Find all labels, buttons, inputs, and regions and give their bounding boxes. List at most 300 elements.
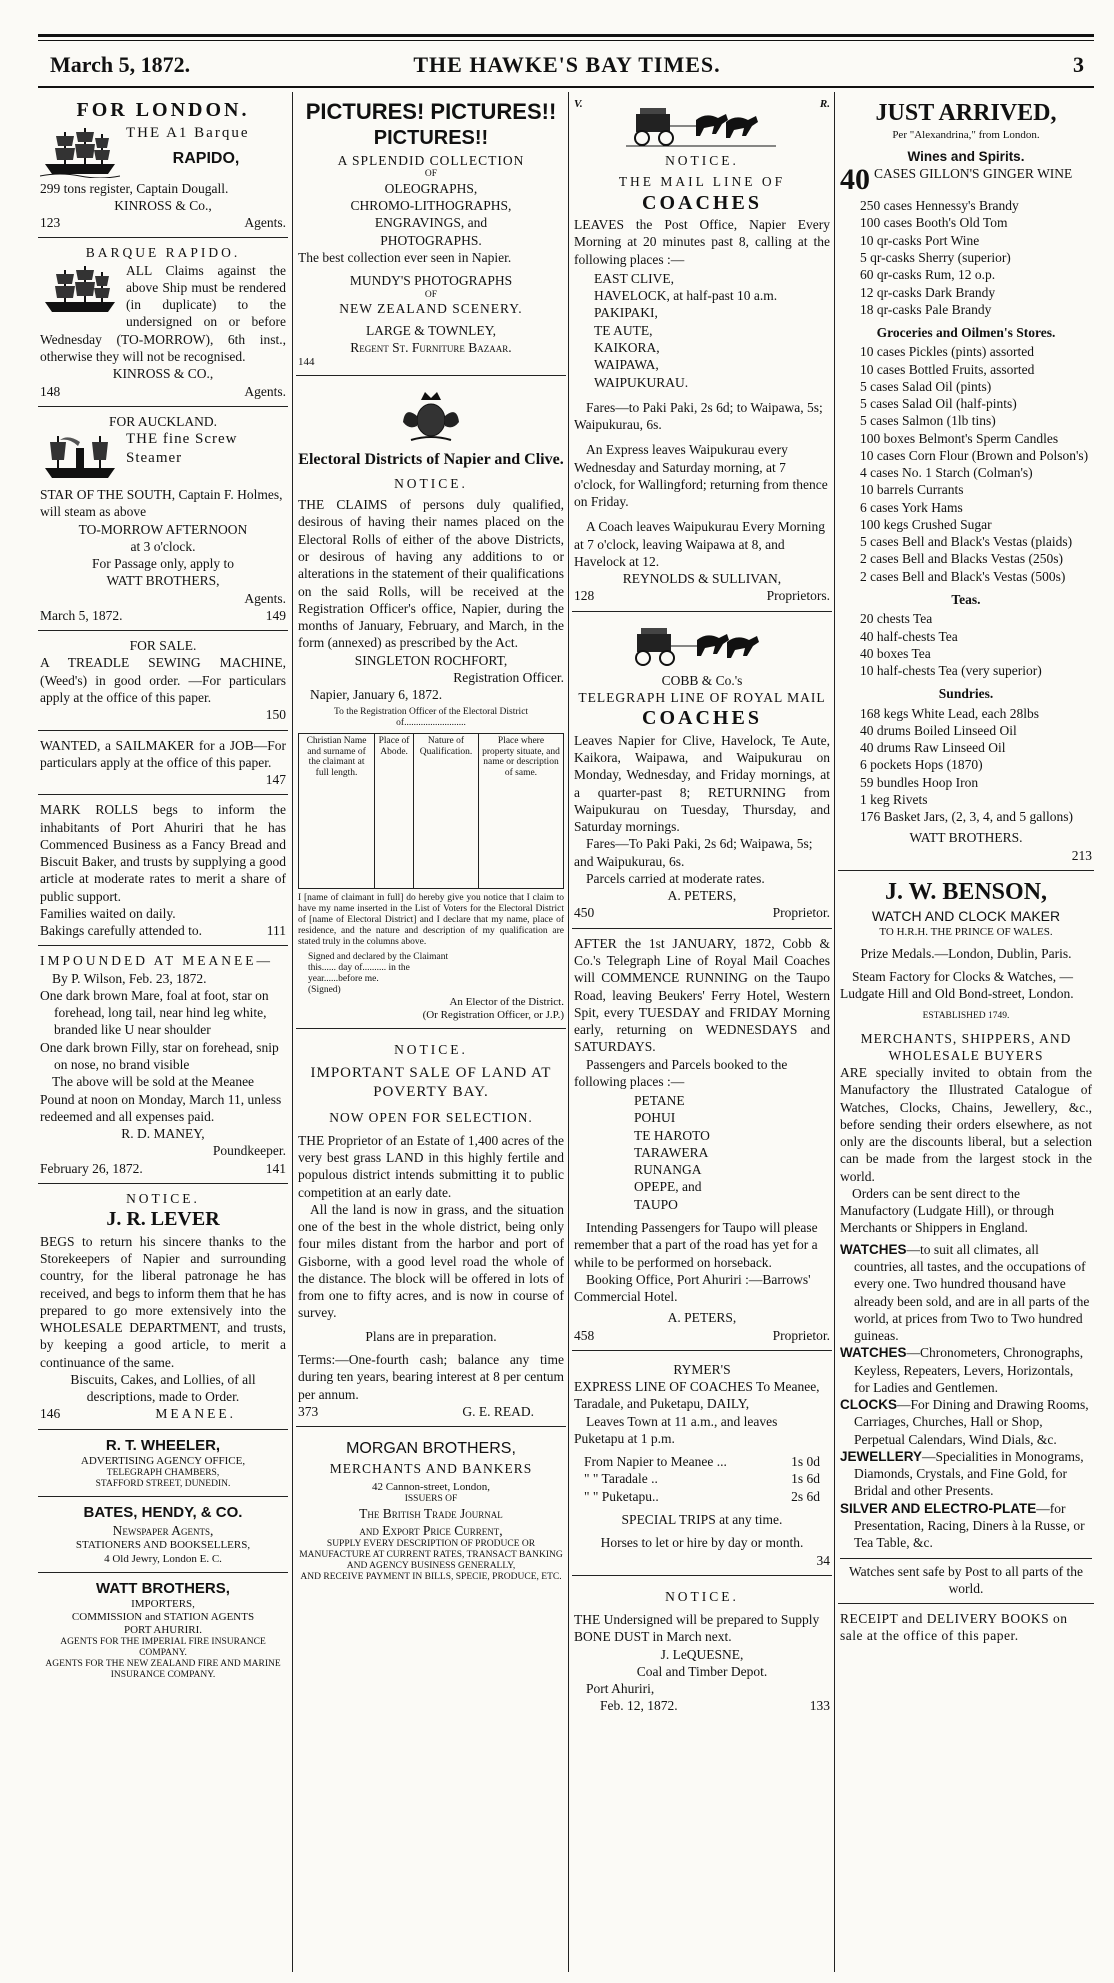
advertiser-name: WATT BROTHERS, xyxy=(96,1579,230,1597)
ad-line: MUNDY'S PHOTOGRAPHS xyxy=(349,273,513,289)
ad-line: Passengers and Parcels booked to the following places :— xyxy=(574,1056,788,1089)
ad-line: V. xyxy=(574,98,583,110)
ad-line: COMMISSION and STATION AGENTS xyxy=(71,1611,255,1624)
ad-land-sale xyxy=(296,1029,566,1427)
ad-heading: COACHES xyxy=(642,191,762,214)
ad-heading: PICTURES!! xyxy=(373,127,489,150)
steamer-icon xyxy=(40,430,120,484)
ad-line: Booking Office, Port Ahuriri :—Barrows' Commercial Hotel. xyxy=(574,1271,811,1305)
list-item: 10 cases Corn Flour (Brown and Polson's) xyxy=(860,447,1089,463)
list-item: 100 boxes Belmont's Sperm Candles xyxy=(860,430,1059,446)
list-item: PETANE xyxy=(634,1093,685,1109)
ad-for-sale xyxy=(38,631,288,730)
ad-pictures xyxy=(296,92,566,376)
ad-number: 146 xyxy=(40,1406,61,1422)
ad-line: Plans are in preparation. xyxy=(365,1328,497,1344)
item-label: JEWELLERY xyxy=(840,1448,923,1464)
section-heading: Wines and Spirits. xyxy=(907,148,1025,164)
ad-line: THE fine Screw Steamer xyxy=(126,431,238,467)
list-item: 10 qr-casks Port Wine xyxy=(860,232,980,248)
section-heading: Sundries. xyxy=(938,686,994,702)
claim-form-table xyxy=(298,733,564,889)
ad-heading: JUST ARRIVED, xyxy=(875,100,1057,126)
column-divider xyxy=(834,92,835,1972)
stock-list xyxy=(860,610,1092,679)
ad-line: IMPORTERS, xyxy=(131,1597,195,1610)
list-item: WAIPAWA, xyxy=(594,357,659,373)
ad-body: WANTED, a SAILMAKER for a JOB—For particulars apply at the office of this paper. xyxy=(40,737,286,770)
list-item: TARAWERA xyxy=(634,1144,709,1160)
list-item: 10 half-chests Tea (very superior) xyxy=(860,663,1042,679)
ad-heading: NOTICE. xyxy=(126,1190,200,1206)
ad-body: A Coach leaves Waipukurau Every Morning at 7 o'clock, leaving Waipawa at 8, and Havelock at 12. xyxy=(574,519,825,569)
ad-body: The above will be sold at the Meanee Pound at noon on Monday, March 11, unless redeemed and all expenses paid. xyxy=(40,1074,282,1124)
item-text: —Specialities in Monograms, Diamonds, Crystals, and Fine Gold, for Bridal and other Presents. xyxy=(854,1448,1084,1499)
form-column-header: Christian Name and surname of the claimant at full length. xyxy=(299,734,375,889)
table-row xyxy=(584,1470,820,1487)
ad-number: 450 xyxy=(574,905,595,921)
ad-body: EXPRESS LINE OF COACHES To Meanee, Taradale, and Puketapu, DAILY, xyxy=(574,1379,820,1412)
ad-number: 149 xyxy=(265,607,286,623)
fare-price: 2s 6d xyxy=(791,1488,820,1504)
list-item: 100 cases Booth's Old Tom xyxy=(860,215,1008,231)
ad-line: Newspaper Agents, xyxy=(112,1523,214,1539)
item-text: —for Presentation, Racing, Diners à la Russe, or Tea Table, &c. xyxy=(854,1500,1085,1551)
ad-footer xyxy=(298,1403,564,1420)
ad-line: 299 tons register, Captain Dougall. xyxy=(40,180,229,196)
fare-price: 1s 6d xyxy=(791,1471,820,1487)
ad-line: Proprietor. xyxy=(772,905,830,921)
ad-line: ESTABLISHED 1749. xyxy=(922,1010,1010,1021)
ship-name: RAPIDO, xyxy=(172,149,240,167)
item-label: WATCHES xyxy=(840,1241,907,1257)
ad-line: Fares—To Paki Paki, 2s 6d; Waipawa, 5s; and Waipukurau, 6s. xyxy=(574,836,813,869)
ad-body: Terms:—One-fourth cash; balance any time during ten years, bearing interest at 8 per centum per annum. xyxy=(298,1351,564,1402)
ad-electoral xyxy=(296,376,566,1028)
stock-list xyxy=(860,705,1092,826)
item-label: WATCHES xyxy=(840,1345,907,1361)
list-item: 1 keg Rivets xyxy=(860,791,928,807)
ad-line: By P. Wilson, Feb. 23, 1872. xyxy=(52,970,207,986)
signature: A. PETERS, xyxy=(667,888,737,904)
ad-number: 150 xyxy=(265,707,286,723)
ad-number: 34 xyxy=(816,1552,830,1568)
ad-cobb-coaches xyxy=(572,612,832,929)
ad-footer xyxy=(40,214,286,231)
ad-line: Bakings carefully attended to. xyxy=(40,923,202,939)
signature: A. PETERS, xyxy=(667,1310,737,1326)
column-2 xyxy=(296,92,566,1972)
advertiser-name: J. R. LEVER xyxy=(106,1208,220,1231)
list-item: 59 bundles Hoop Iron xyxy=(860,774,979,790)
list-item: EAST CLIVE, xyxy=(594,270,674,286)
ad-watt-brothers xyxy=(38,1573,288,1687)
ad-body: A TREADLE SEWING MACHINE, (Weed's) in good order. —For particulars apply at the office of this paper. xyxy=(40,655,286,705)
list-item: TE AUTE, xyxy=(594,322,653,338)
list-item: 10 barrels Currants xyxy=(860,482,964,498)
newspaper-title: THE HAWKE'S BAY TIMES. xyxy=(413,52,721,77)
ad-line: Per "Alexandrina," from London. xyxy=(892,128,1040,141)
ad-heading: IMPORTANT SALE OF LAND AT POVERTY BAY. xyxy=(310,1065,552,1101)
ad-impounded xyxy=(38,946,288,1183)
ad-line: Horses to let or hire by day or month. xyxy=(600,1535,804,1551)
ad-body: BEGS to return his sincere thanks to the Storekeepers of Napier and surrounding country, for the liberal patronage he has received, and begs to inform them that he has prepared to go more extensively into the WHOLESALE DEPARTMENT, and trusts, by keeping a good article, to merit a continuance of the same. xyxy=(40,1233,286,1370)
ad-heading: MERCHANTS, SHIPPERS, AND WHOLESALE BUYERS xyxy=(860,1030,1072,1063)
ad-line: Registration Officer. xyxy=(453,669,564,685)
ad-date: February 26, 1872. xyxy=(40,1160,143,1176)
list-item: 5 cases Salad Oil (pints) xyxy=(860,378,992,394)
ad-heading: NOTICE. xyxy=(394,475,468,491)
ad-number: 144 xyxy=(298,356,315,369)
ad-body: LEAVES the Post Office, Napier Every Morning at 20 minutes past 8, calling at the following places :— xyxy=(574,217,830,267)
item-text: —to suit all climates, all countries, all tastes, and the occupations of every one. Two hundred thousand have already been sold, and are in all parts of the world, at prices from Two to Two hundred guineas. xyxy=(854,1241,1090,1344)
ad-heading: FOR SALE. xyxy=(129,638,197,654)
stop-list xyxy=(594,270,830,391)
ad-body: THE CLAIMS of persons duly qualified, desirous of having their names placed on the Electoral Rolls of either of the above Districts, or desirous of having any additions to or alterations in the statement of their qualifications on the said Rolls, will be received at the Registration Officer's office, Napier, during the months of January, February, and March, in the form (annexed) as prescribed by the Act. xyxy=(298,497,564,651)
fare-route: " " Taradale .. xyxy=(584,1471,658,1487)
ad-line: PHOTOGRAPHS. xyxy=(380,232,482,248)
form-column-header: Place of Abode. xyxy=(375,734,414,889)
ad-mail-coaches xyxy=(572,92,832,612)
list-item: OPEPE, and xyxy=(634,1179,702,1195)
benson-item xyxy=(840,1500,1092,1552)
list-item: 168 kegs White Lead, each 28lbs xyxy=(860,705,1039,721)
advertiser-name: R. T. WHEELER, xyxy=(105,1436,221,1454)
list-item: 6 cases York Hams xyxy=(860,499,963,515)
list-item: 250 cases Hennessy's Brandy xyxy=(860,198,1019,214)
ad-number: 141 xyxy=(265,1160,286,1176)
ad-number: 373 xyxy=(298,1403,319,1419)
ad-heading: THE MAIL LINE OF xyxy=(618,174,786,190)
ad-body: RECEIPT and DELIVERY BOOKS on sale at the office of this paper. xyxy=(840,1611,1068,1644)
ad-line: 4 Old Jewry, London E. C. xyxy=(104,1552,222,1565)
ad-line: The best collection ever seen in Napier. xyxy=(298,250,512,265)
list-item: HAVELOCK, at half-past 10 a.m. xyxy=(594,288,778,304)
list-item: TE HAROTO xyxy=(634,1127,710,1143)
ad-line: A SPLENDID COLLECTION xyxy=(337,152,525,168)
benson-item xyxy=(840,1448,1092,1500)
advertiser-name: BATES, HENDY, & CO. xyxy=(83,1503,243,1521)
ad-heading: NOTICE. xyxy=(665,153,739,168)
coach-illustration-row xyxy=(574,98,830,152)
ad-heading: NOTICE. xyxy=(665,1588,739,1604)
list-item: 2 cases Bell and Black's Vestas (500s) xyxy=(860,568,1066,584)
item-text: —For Dining and Drawing Rooms, Carriages, Churches, Hall or Shop, Perpetual Calendars, Wind Dials, &c. xyxy=(854,1397,1089,1447)
signature: WATT BROTHERS. xyxy=(909,830,1023,846)
benson-item xyxy=(840,1396,1092,1448)
ad-line: SUPPLY EVERY DESCRIPTION OF PRODUCE OR MANUFACTURE AT CURRENT RATES, TRANSACT BANKING AND AGENCY BUSINESS GENERALLY, xyxy=(299,1539,563,1572)
ad-wanted xyxy=(38,731,288,796)
ad-line: PORT AHURIRI. xyxy=(124,1624,202,1637)
ad-line: MEANEE. xyxy=(155,1406,236,1422)
masthead-rule xyxy=(38,86,1094,88)
ad-number: 458 xyxy=(574,1327,595,1343)
list-item: 60 qr-casks Rum, 12 o.p. xyxy=(860,267,996,283)
ad-line: Steam Factory for Clocks & Watches, —Ludgate Hill and Old Bond-street, London. xyxy=(840,969,1074,1002)
stop-list xyxy=(634,1092,830,1213)
column-1 xyxy=(38,92,288,1972)
column-4 xyxy=(838,92,1094,1972)
ad-date: Napier, January 6, 1872. xyxy=(310,687,443,703)
ad-line: Regent St. Furniture Bazaar. xyxy=(350,339,512,355)
ad-line: For Passage only, apply to xyxy=(92,556,234,572)
stock-list xyxy=(860,197,1092,318)
signature: SINGLETON ROCHFORT, xyxy=(354,652,508,668)
ad-line: ENGRAVINGS, and xyxy=(374,215,488,231)
ad-line: The British Trade Journal xyxy=(359,1505,503,1521)
form-signature-block: (Signed) xyxy=(308,984,341,995)
list-item: 40 drums Raw Linseed Oil xyxy=(860,740,1006,756)
advertiser-name: MORGAN BROTHERS, xyxy=(346,1440,516,1458)
list-item: 10 cases Pickles (pints) assorted xyxy=(860,344,1034,360)
table-row xyxy=(584,1453,820,1470)
ad-benson xyxy=(838,871,1094,1604)
ad-line: and Export Price Current, xyxy=(359,1523,503,1539)
ad-body: AFTER the 1st JANUARY, 1872, Cobb & Co.'s Telegraph Line of Royal Mail Coaches will COMMENCE RUNNING on the Taupo Road, leaving Beukers' Ferry Hotel, Western Spit, every TUESDAY and FRIDAY Morning early, returning on WEDNESDAYS and SATURDAYS. xyxy=(574,935,830,1055)
list-item: 5 cases Salmon (1lb tins) xyxy=(860,413,996,429)
list-item: KAIKORA, xyxy=(594,339,660,355)
ad-footer xyxy=(574,587,830,604)
ad-line: OLEOGRAPHS, xyxy=(384,180,478,196)
list-item: 40 drums Boiled Linseed Oil xyxy=(860,722,1017,738)
ad-line: Proprietors. xyxy=(766,588,830,604)
list-item: 6 pockets Hops (1870) xyxy=(860,757,983,773)
ad-line: STAFFORD STREET, DUNEDIN. xyxy=(95,1478,231,1489)
ad-lever xyxy=(38,1184,288,1430)
table-row xyxy=(584,1488,820,1505)
ad-bates-hendy xyxy=(38,1497,288,1573)
ad-footer xyxy=(574,1327,830,1344)
ad-line: STATIONERS AND BOOKSELLERS, xyxy=(75,1539,251,1552)
ad-line: Poundkeeper. xyxy=(212,1143,286,1159)
ad-line: AGENTS FOR THE IMPERIAL FIRE INSURANCE COMPANY. xyxy=(60,1637,266,1659)
list-item: POHUI xyxy=(634,1110,676,1126)
form-signature-block: Signed and declared by the Claimant this...... day of.......... in the year......before me. xyxy=(308,951,449,984)
ad-line: Agents. xyxy=(244,590,286,606)
ad-body: Orders can be sent direct to the Manufactory (Ludgate Hill), or through Merchants or Shippers in England. xyxy=(840,1185,1055,1236)
ad-line: Watches sent safe by Post to all parts of the world. xyxy=(840,1558,1092,1598)
ad-heading: COBB & Co.'s xyxy=(661,672,743,688)
list-item: WAIPUKURAU. xyxy=(594,374,689,390)
ad-line: Families waited on daily. xyxy=(40,905,176,921)
page-number: 3 xyxy=(1073,52,1084,77)
ad-body: THE Proprietor of an Estate of 1,400 acres of the very best grass LAND in this highly fertile and populous district intends submitting it to public competition at an early date. xyxy=(298,1132,564,1200)
ad-taupo-coaches xyxy=(572,929,832,1351)
ad-heading: FOR AUCKLAND. xyxy=(108,413,217,429)
royal-crest-icon xyxy=(391,386,471,446)
column-3 xyxy=(572,92,832,1972)
ad-line: One dark brown Filly, star on forehead, snip on nose, no brand visible xyxy=(40,1039,279,1073)
item-label: CLOCKS xyxy=(840,1397,897,1413)
ad-heading: FOR LONDON. xyxy=(76,99,250,121)
top-rule-thin xyxy=(38,40,1094,41)
ad-for-auckland xyxy=(38,407,288,631)
ad-line: Proprietor. xyxy=(772,1327,830,1343)
signature: J. LeQUESNE, xyxy=(660,1646,744,1662)
signature: G. E. READ. xyxy=(462,1403,534,1419)
ad-line: THE A1 Barque xyxy=(126,124,250,141)
ad-barque-rapido xyxy=(38,238,288,406)
ad-line: Fares—to Paki Paki, 2s 6d; to Waipawa, 5s; Waipukurau, 6s. xyxy=(574,399,823,433)
ad-line: TELEGRAPH CHAMBERS, xyxy=(106,1468,220,1479)
ship-name: STAR OF THE SOUTH, Captain F. Holmes, will steam as above xyxy=(40,487,283,520)
ad-line: CASES GILLON'S GINGER WINE xyxy=(874,166,1073,182)
list-item: 18 qr-casks Pale Brandy xyxy=(860,301,992,317)
ad-number: 111 xyxy=(266,923,286,939)
ad-line: An Elector of the District. xyxy=(449,995,564,1008)
item-label: SILVER AND ELECTRO-PLATE xyxy=(840,1500,1037,1516)
list-item: 20 chests Tea xyxy=(860,611,933,627)
signature: REYNOLDS & SULLIVAN, xyxy=(622,571,782,587)
coach-and-horses-icon xyxy=(627,620,777,670)
form-column-header: Place where property situate, and name or description of same. xyxy=(478,734,563,889)
ad-line: CHROMO-LITHOGRAPHS, xyxy=(350,198,512,214)
ad-footer xyxy=(40,1160,286,1177)
list-item: 40 half-chests Tea xyxy=(860,628,958,644)
ad-line: ADVERTISING AGENCY OFFICE, xyxy=(80,1454,246,1467)
ad-line: TO-MORROW AFTERNOON xyxy=(78,521,248,537)
coach-and-horses-icon xyxy=(626,100,776,150)
ship-icon xyxy=(40,124,120,178)
ad-number: 213 xyxy=(1071,847,1092,863)
ad-heading: PICTURES! PICTURES!! xyxy=(305,99,557,124)
stock-list xyxy=(860,343,1092,585)
ad-heading: NOW OPEN FOR SELECTION. xyxy=(329,1109,533,1125)
ad-line: NEW ZEALAND SCENERY. xyxy=(339,301,523,317)
agent-name: KINROSS & Co., xyxy=(114,197,212,213)
ad-heading: IMPOUNDED AT MEANEE— xyxy=(40,953,274,969)
ad-body: MARK ROLLS begs to inform the inhabitants of Port Ahuriri that he has Commenced Business as a Fancy Bread and Biscuit Baker, and trusts by supplying a good article at moderate rates to merit a share of public support. xyxy=(40,802,286,904)
ad-footer xyxy=(574,1697,830,1714)
ad-line: Agents. xyxy=(244,215,286,231)
ad-body: ALL Claims against the above Ship must be rendered (in duplicate) to the undersigned on or before Wednesday (TO-MORROW), 6th inst., otherwise they will not be recognised. xyxy=(40,262,286,364)
ad-body: Leaves Napier for Clive, Havelock, Te Aute, Kaikora, Waipawa, and Waipukurau on Monday, Wednesday, and Friday mornings, at a quarter-past 8; RETURNING from Waipukurau on Tuesday, Thursday, and Saturday mornings. xyxy=(574,732,830,835)
ad-line: AND RECEIVE PAYMENT IN BILLS, SPECIE, PRODUCE, ETC. xyxy=(300,1572,562,1583)
ad-footer xyxy=(40,383,286,400)
section-heading: Teas. xyxy=(951,592,981,608)
ad-heading: RYMER'S xyxy=(673,1361,731,1377)
list-item: 100 kegs Crushed Sugar xyxy=(860,516,992,532)
ad-line: Port Ahuriri, xyxy=(586,1681,655,1697)
fare-table xyxy=(584,1453,820,1505)
list-item: TAUPO xyxy=(634,1196,678,1212)
ad-body: THE Undersigned will be prepared to Supply BONE DUST in March next. xyxy=(574,1612,820,1645)
ad-line: Agents. xyxy=(244,383,286,399)
top-rule xyxy=(38,34,1094,37)
ad-line: 42 Cannon-street, London, xyxy=(372,1480,490,1493)
ad-footer xyxy=(574,904,830,921)
ad-body: An Express leaves Waipukurau every Wednesday and Saturday morning, at 7 o'clock, for Wallingford; returning from thence on Friday. xyxy=(574,442,828,510)
advertiser-name: J. W. BENSON, xyxy=(884,879,1048,905)
list-item: RUNANGA xyxy=(634,1162,702,1178)
ad-number: 147 xyxy=(265,772,286,788)
quantity: 40 xyxy=(840,163,870,197)
ad-line: OF xyxy=(424,169,438,180)
ad-line: R. xyxy=(819,98,830,110)
benson-item xyxy=(840,1241,1092,1345)
issue-date: March 5, 1872. xyxy=(50,52,191,77)
ad-body: ARE specially invited to obtain from the Manufactory the Illustrated Catalogue of Watches, Clocks, Chains, Jewellery, &c., before sending their orders elsewhere, as not only are the discounts liberal, but a selection can be made from the largest stock in the world. xyxy=(840,1065,1092,1184)
ad-line: ISSUERS OF xyxy=(404,1493,458,1504)
list-item: 12 qr-casks Dark Brandy xyxy=(860,284,996,300)
ad-heading: Electoral Districts of Napier and Clive. xyxy=(298,451,564,469)
ship-icon xyxy=(40,262,120,316)
ad-heading: TELEGRAPH LINE OF ROYAL MAIL xyxy=(578,689,826,705)
ad-morgan-brothers xyxy=(296,1427,566,1589)
ad-footer xyxy=(40,1405,286,1422)
list-item: PAKIPAKI, xyxy=(594,305,658,321)
ad-number: 128 xyxy=(574,588,595,604)
agent-name: WATT BROTHERS, xyxy=(106,573,220,589)
list-item: 5 cases Bell and Black's Vestas (plaids) xyxy=(860,534,1073,550)
column-divider xyxy=(568,92,569,1972)
form-addressee: To the Registration Officer of the Electoral District of.......................... xyxy=(333,707,529,729)
list-item: 5 cases Salad Oil (half-pints) xyxy=(860,396,1017,412)
ad-line: TO H.R.H. THE PRINCE OF WALES. xyxy=(879,925,1053,938)
column-divider xyxy=(292,92,293,1972)
ad-line: OF xyxy=(424,289,438,300)
benson-item xyxy=(840,1344,1092,1396)
ad-rymers-coaches xyxy=(572,1351,832,1576)
ad-heading: NOTICE. xyxy=(394,1041,468,1057)
list-item: 40 boxes Tea xyxy=(860,645,931,661)
ad-line: Prize Medals.—London, Dublin, Paris. xyxy=(860,945,1072,961)
ad-line: One dark brown Mare, foal at foot, star on forehead, long tail, near hind leg white, branded like U near shoulder xyxy=(40,987,269,1038)
ad-date: March 5, 1872. xyxy=(40,607,123,623)
list-item: 5 qr-casks Sherry (superior) xyxy=(860,249,1011,265)
ad-line: Parcels carried at moderate rates. xyxy=(586,870,765,886)
ad-bone-dust xyxy=(572,1576,832,1721)
ad-date: Feb. 12, 1872. xyxy=(600,1698,678,1714)
ad-heading: COACHES xyxy=(642,707,762,730)
ad-number: 123 xyxy=(40,215,61,231)
ad-just-arrived xyxy=(838,92,1094,871)
ad-line: AGENTS FOR THE NEW ZEALAND FIRE AND MARINE INSURANCE COMPANY. xyxy=(45,1659,281,1681)
ad-line: at 3 o'clock. xyxy=(130,538,196,554)
ad-line: WATCH AND CLOCK MAKER xyxy=(871,907,1061,924)
ad-number: 133 xyxy=(809,1698,830,1714)
form-column-header: Nature of Qualification. xyxy=(414,734,479,889)
ad-line: Leaves Town at 11 a.m., and leaves Puketapu at 1 p.m. xyxy=(574,1413,778,1446)
section-heading: Groceries and Oilmen's Stores. xyxy=(876,325,1056,341)
form-declaration: I [name of claimant in full] do hereby give you notice that I claim to have my name inserted in the List of Voters for the Electoral District of [name of Electoral District] and I declare that my name, place of residence, and the nature and description of my qualification are stated truly in the columns above. xyxy=(298,893,564,947)
item-text: —Chronometers, Chronographs, Keyless, Repeaters, Levers, Horizontals, for Ladies and Gentlemen. xyxy=(854,1345,1084,1395)
signature: R. D. MANEY, xyxy=(121,1126,205,1142)
ad-line: MERCHANTS AND BANKERS xyxy=(329,1460,533,1476)
masthead xyxy=(50,52,1084,82)
list-item: 4 cases No. 1 Starch (Colman's) xyxy=(860,465,1033,481)
ad-footer xyxy=(40,607,286,624)
ad-body: All the land is now in grass, and the situation one of the best in the whole district, being only four miles distant from the harbor and port of Gisborne, with a good level road the whole of the distance. The block will be offered in lots of from one to fifty acres, and is now in course of survey. xyxy=(298,1201,564,1321)
ad-mark-rolls xyxy=(38,795,288,946)
ad-wheeler xyxy=(38,1430,288,1497)
agent-name: KINROSS & CO., xyxy=(112,366,214,382)
ad-heading: BARQUE RAPIDO. xyxy=(85,245,241,261)
ad-line: LARGE & TOWNLEY, xyxy=(365,322,497,338)
gillon-line xyxy=(840,165,1092,195)
ad-receipt-books xyxy=(838,1604,1094,1651)
list-item: 10 cases Bottled Fruits, assorted xyxy=(860,361,1035,377)
ad-body: Biscuits, Cakes, and Lollies, of all descriptions, made to Order. xyxy=(70,1371,256,1405)
fare-route: From Napier to Meanee ... xyxy=(584,1454,727,1470)
fare-price: 1s 0d xyxy=(791,1454,820,1470)
ad-body: Intending Passengers for Taupo will please remember that a part of the road has yet for a while to be performed on horseback. xyxy=(574,1220,818,1270)
ad-line: Coal and Timber Depot. xyxy=(636,1663,768,1679)
ad-for-london xyxy=(38,92,288,238)
ad-line: SPECIAL TRIPS at any time. xyxy=(621,1511,783,1527)
fare-route: " " Puketapu.. xyxy=(584,1488,659,1504)
ad-footer xyxy=(40,922,286,939)
